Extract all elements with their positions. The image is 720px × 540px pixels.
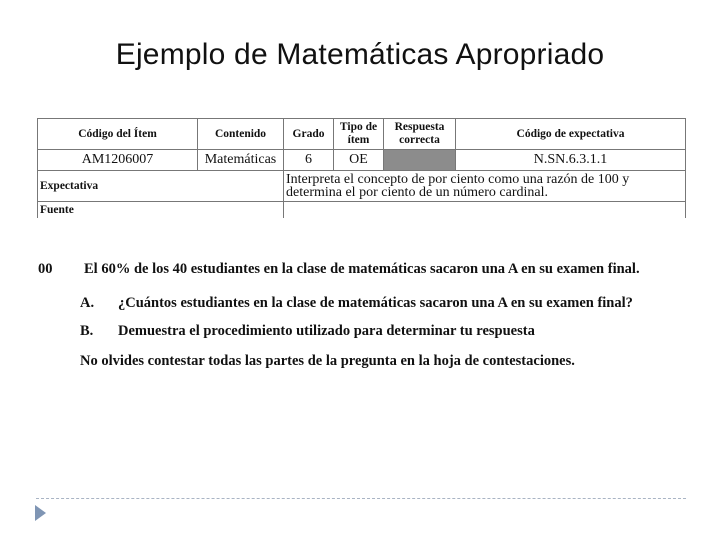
- triangle-right-icon[interactable]: [35, 505, 46, 521]
- item-spec-table: [37, 118, 686, 218]
- part-b-letter: B.: [80, 323, 94, 339]
- header-respuesta: Respuesta correcta: [384, 119, 456, 150]
- header-contenido: Contenido: [198, 119, 284, 150]
- part-a-letter: A.: [80, 295, 95, 311]
- table-header-row: [38, 119, 686, 150]
- part-a-text: ¿Cuántos estudiantes en la clase de matemáticas sacaron una A en su examen final?: [118, 295, 633, 311]
- header-tipo-item: Tipo de ítem: [334, 119, 384, 150]
- value-respuesta-correcta: [384, 150, 456, 171]
- value-contenido: Matemáticas: [198, 150, 284, 171]
- slide-title: Ejemplo de Matemáticas Apropriado: [115, 38, 605, 71]
- value-tipo-item: OE: [334, 150, 384, 171]
- header-codigo-item: Código del Ítem: [38, 119, 198, 150]
- fuente-row: [38, 202, 686, 219]
- value-codigo-item: AM1206007: [38, 150, 198, 171]
- expectativa-row: [38, 171, 686, 202]
- header-grado: Grado: [284, 119, 334, 150]
- table-values-row: [38, 150, 686, 171]
- fuente-value: [284, 202, 686, 219]
- expectativa-label: Expectativa: [38, 171, 284, 202]
- question-number: 00: [38, 261, 53, 277]
- value-codigo-expectativa: N.SN.6.3.1.1: [456, 150, 686, 171]
- header-codigo-expectativa: Código de expectativa: [456, 119, 686, 150]
- footer-divider: [36, 498, 686, 499]
- expectativa-text: Interpreta el concepto de por ciento como una razón de 100 y determina el por ciento de un número cardinal.: [284, 171, 686, 202]
- question-stem: El 60% de los 40 estudiantes en la clase de matemáticas sacaron una A en su examen final.: [84, 261, 640, 277]
- fuente-label: Fuente: [38, 202, 284, 219]
- instruction-note: No olvides contestar todas las partes de la pregunta en la hoja de contestaciones.: [80, 353, 575, 369]
- part-b-text: Demuestra el procedimiento utilizado para determinar tu respuesta: [118, 323, 535, 339]
- value-grado: 6: [284, 150, 334, 171]
